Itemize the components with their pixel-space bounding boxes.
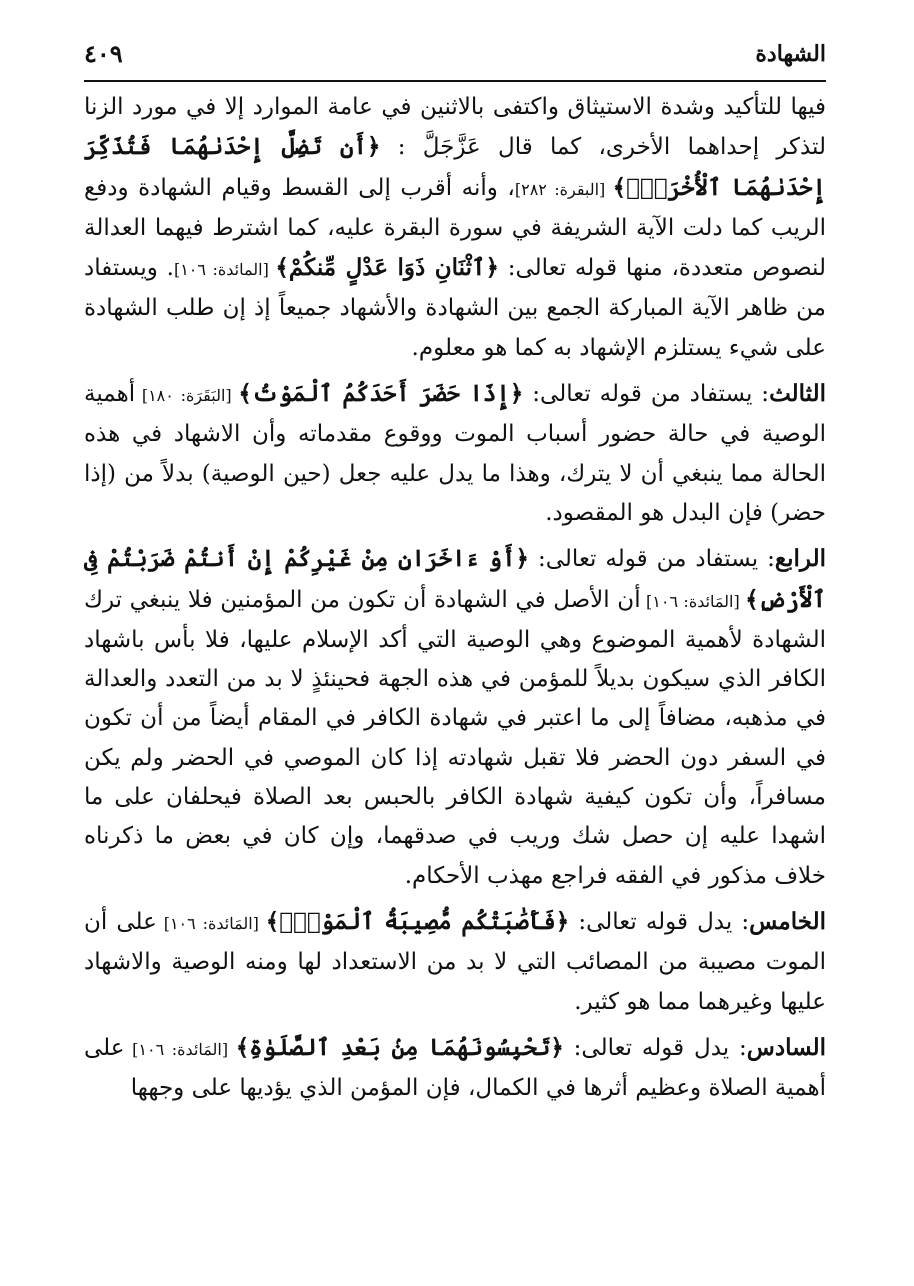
text-run: : يدل قوله تعالى:	[563, 1034, 747, 1061]
quran-verse: ﴿أَن تَضِلَّ إِحْدَىٰهُمَا فَتُذَكِّرَ إِحْدَىٰهُمَا ٱلْأُخْرَىٰۚ﴾	[84, 133, 826, 201]
section-lead: السادس	[746, 1033, 827, 1061]
verse-reference: [المَائدة: ١٠٦]	[124, 1039, 236, 1059]
text-run: على أهمية الصلاة وعظيم أثرها في الكمال، فإن المؤمن الذي يؤديها على وجهها	[84, 1034, 826, 1102]
text-run: . ويستفاد من ظاهر الآية المباركة الجمع بين الشهادة والأشهاد جميعاً إذ إن طلب الشهادة على شيء يستلزم الإشهاد به كما هو معلوم.	[84, 255, 826, 361]
quran-verse: ﴿إِذَا حَضَرَ أَحَدَكُمُ ٱلْمَوْتُ﴾	[238, 380, 524, 408]
chapter-title: الشهادة	[755, 41, 826, 67]
verse-reference: [المائدة: ١٠٦]	[173, 260, 276, 280]
verse-reference: [البَقَرَة: ١٨٠]	[135, 386, 239, 406]
verse-reference: [المَائدة: ١٠٦]	[156, 913, 266, 933]
text-run: أن الأصل في الشهادة أن تكون من المؤمنين فلا ينبغي ترك الشهادة لأهمية الموضوع وهي الوصية التي أكد الإسلام عليها، فلا بأس باشهاد الكافر الذي سيكون بديلاً للمؤمن في هذه الجهة فحينئذٍ لا بد من التعدد والعدالة في مذهبه، مضافاً إلى ما اعتبر في شهادة الكافر في المقام أيضاً من أن تكون في السفر دون الحضر فلا تقبل شهادته إذا كان الموصي في الحضر ولم يكن مسافراً، وأن تكون كيفية شهادة الكافر بالحبس بعد الصلاة فيحلفان على ما اشهدا عليه إن حصل شك وريب في صدقهما، وإن كان في بعض ما ذكرناه خلاف مذكور في الفقه فراجع مهذب الأحكام.	[84, 586, 826, 889]
verse-reference: [البقرة: ٢٨٢]	[514, 179, 613, 199]
page-number: ٤٠٩	[84, 39, 123, 68]
section-lead: الثالث	[769, 380, 827, 408]
quran-verse: ﴿فَأَصَٰبَتْكُم مُّصِيبَةُ ٱلْمَوْتِۚ﴾	[265, 907, 570, 935]
header-rule	[84, 80, 826, 82]
text-run: : يدل قوله تعالى:	[569, 908, 750, 935]
section-lead: الرابع	[774, 545, 826, 573]
quran-verse: ﴿ٱثْنَانِ ذَوَا عَدْلٍ مِّنكُمْ﴾	[275, 254, 499, 282]
text-run: : يستفاد من قوله تعالى:	[523, 381, 770, 408]
section-lead: الخامس	[749, 907, 827, 935]
quran-verse: ﴿أَوْ ءَاخَرَانِ مِنْ غَيْرِكُمْ إِنْ أَنتُمْ ضَرَبْتُمْ فِى ٱلْأَرْضِ﴾	[84, 545, 827, 613]
quran-verse: ﴿تَحْبِسُونَهُمَا مِنۢ بَعْدِ ٱلصَّلَوٰةِ﴾	[235, 1033, 564, 1061]
text-run: فيها للتأكيد وشدة الاستيثاق واكتفى بالاثنين في عامة الموارد إلا في مورد الزنا لتذكر إحداهما الأخرى، كما قال عَزَّجَلَّ :	[84, 94, 826, 161]
paragraph-2	[84, 374, 826, 533]
body-text	[84, 88, 826, 1114]
text-run: على أن الموت مصيبة من المصائب التي لا بد من الاستعداد لها ومنه الوصية والاشهاد عليها وغيرهما مما هو كثير.	[84, 908, 826, 1015]
paragraph-3	[84, 539, 826, 896]
paragraph-5	[84, 1028, 826, 1109]
text-run: ، وأنه أقرب إلى القسط وقيام الشهادة ودفع الريب كما دلت الآية الشريفة في سورة البقرة عليه، كما اشترط فيهما العدالة لنصوص متعددة، منها قوله تعالى:	[84, 174, 826, 282]
verse-reference: [المَائدة: ١٠٦]	[640, 591, 746, 611]
text-run: أهمية الوصية في حالة حضور أسباب الموت ووقوع مقدماته وأن الاشهاد في هذه الحالة مما ينبغي أن لا يترك، وهذا ما يدل عليه جعل (حين الوصية) بدلاً من (إذا حضر) فإن البدل هو المقصود.	[84, 381, 826, 526]
paragraph-1	[84, 88, 826, 368]
paragraph-4	[84, 902, 826, 1022]
text-run: : يستفاد من قوله تعالى:	[529, 546, 775, 573]
running-head	[84, 36, 826, 72]
